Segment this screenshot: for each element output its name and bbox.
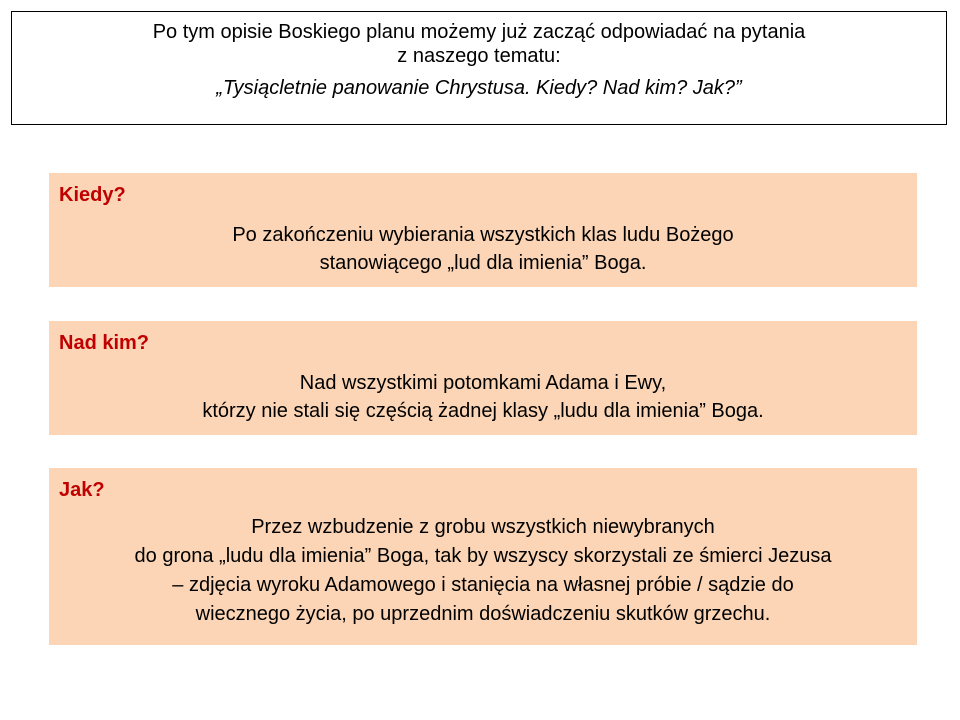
section-line: Po zakończeniu wybierania wszystkich klas ludu Bożego (232, 224, 734, 246)
section-line: – zdjęcia wyroku Adamowego i stanięcia na własnej próbie / sądzie do (172, 574, 794, 596)
section-line: Przez wzbudzenie z grobu wszystkich niewybranych (251, 516, 715, 538)
header-line-1: Po tym opisie Boskiego planu możemy już zacząć odpowiadać na pytania (152, 21, 806, 43)
section-question: Kiedy? (59, 184, 126, 206)
section-body (49, 369, 917, 425)
section-question: Nad kim? (59, 332, 150, 354)
section-body (49, 513, 917, 629)
section-line: którzy nie stali się częścią żadnej klasy „ludu dla imienia” Boga. (202, 400, 764, 422)
section-line: stanowiącego „lud dla imienia” Boga. (319, 252, 647, 274)
section-line: Nad wszystkimi potomkami Adama i Ewy, (299, 372, 667, 394)
section-line: wiecznego życia, po uprzednim doświadczeniu skutków grzechu. (195, 603, 771, 625)
header-subtitle: „Tysiącletnie panowanie Chrystusa. Kiedy? Nad kim? Jak?” (216, 77, 742, 99)
section-question: Jak? (59, 479, 105, 501)
header-box (11, 11, 947, 125)
section-line: do grona „ludu dla imienia” Boga, tak by wszyscy skorzystali ze śmierci Jezusa (134, 545, 832, 567)
section-nad-kim (49, 321, 917, 435)
section-body (49, 221, 917, 277)
header-line-2: z naszego tematu: (397, 45, 561, 67)
section-jak (49, 468, 917, 645)
section-kiedy (49, 173, 917, 287)
